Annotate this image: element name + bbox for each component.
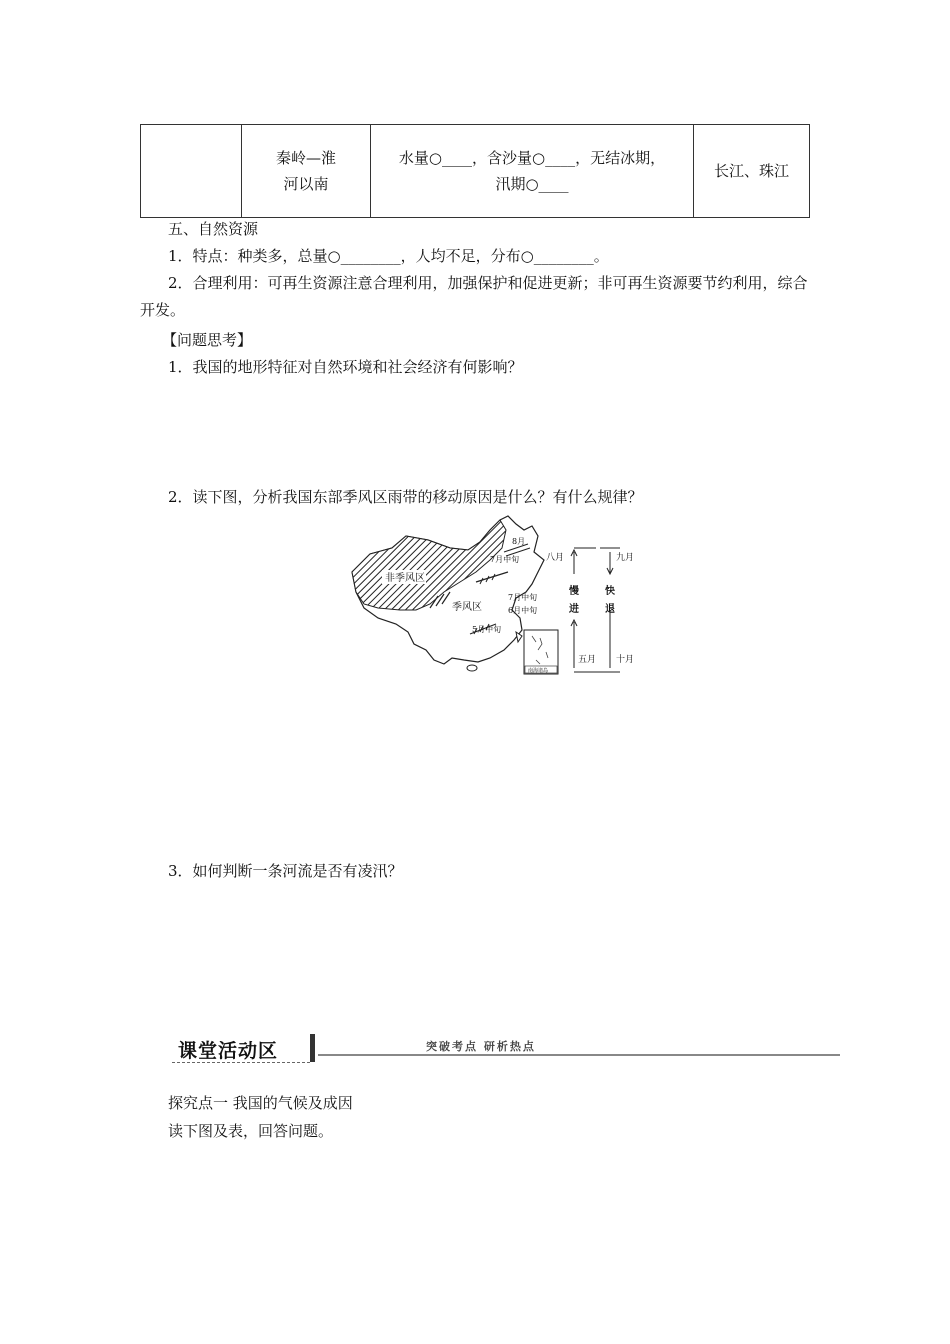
fast-char-2: 退 [605,604,615,615]
aug-label: 8月 [512,537,526,546]
jun-mid-label: 6月中旬 [508,606,538,615]
question-3: 3．如何判断一条河流是否有凌汛？ [168,862,403,880]
boundary-line1: 秦岭—淮 [275,149,336,167]
explore-instruction: 读下图及表，回答问题。 [168,1122,334,1140]
banner-dash [172,1062,310,1063]
fast-char-1: 快 [605,586,615,597]
axis-may: 五月 [578,655,597,665]
banner-rule [318,1054,840,1056]
table-row [141,125,810,218]
table-cell-features [371,125,694,218]
table-cell-region [141,125,242,218]
hainan [467,665,477,671]
jul-mid-label-b: 7月中旬 [508,593,538,602]
may-mid-label: 5月中旬 [472,625,502,634]
rain-belt-map [340,512,640,680]
section-banner [172,1034,840,1064]
boundary-line2: 河以南 [283,175,329,193]
features-line1: 水量○____，含沙量○____，无结冰期， [398,149,666,167]
table-cell-boundary [242,125,371,218]
question-1: 1．我国的地形特征对自然环境和社会经济有何影响？ [168,358,523,376]
river-table [140,124,810,218]
resource-use: 2．合理利用：可再生资源注意合理利用，加强保护和促进更新；非可再生资源要节约利用，综合开发。 [140,274,808,319]
section-title: 五、自然资源 [168,220,259,238]
explore-title: 探究点一 我国的气候及成因 [168,1094,353,1112]
slow-char-2: 进 [569,604,579,615]
axis-sep: 九月 [616,553,635,563]
table-cell-rivers: 长江、珠江 [694,125,810,218]
resource-feature: 1．特点：种类多，总量○________，人均不足，分布○________。 [168,247,609,265]
banner-bar [310,1034,315,1062]
slow-char-1: 慢 [569,586,579,597]
monsoon-label: 季风区 [452,602,482,613]
inset-label: 南海诸岛 [528,668,549,674]
non-monsoon-label: 非季风区 [385,573,425,584]
axis-aug: 八月 [546,553,565,563]
question-heading: 【问题思考】 [162,331,253,349]
features-line2: 汛期○____ [495,175,569,193]
banner-subtitle: 突破考点 研析热点 [426,1040,536,1053]
jul-mid-label-a: 7月中旬 [490,555,520,564]
taiwan [516,632,522,642]
banner-title: 课堂活动区 [178,1040,279,1062]
question-2: 2．读下图，分析我国东部季风区雨带的移动原因是什么？有什么规律？ [168,488,643,506]
axis-oct: 十月 [616,655,635,665]
